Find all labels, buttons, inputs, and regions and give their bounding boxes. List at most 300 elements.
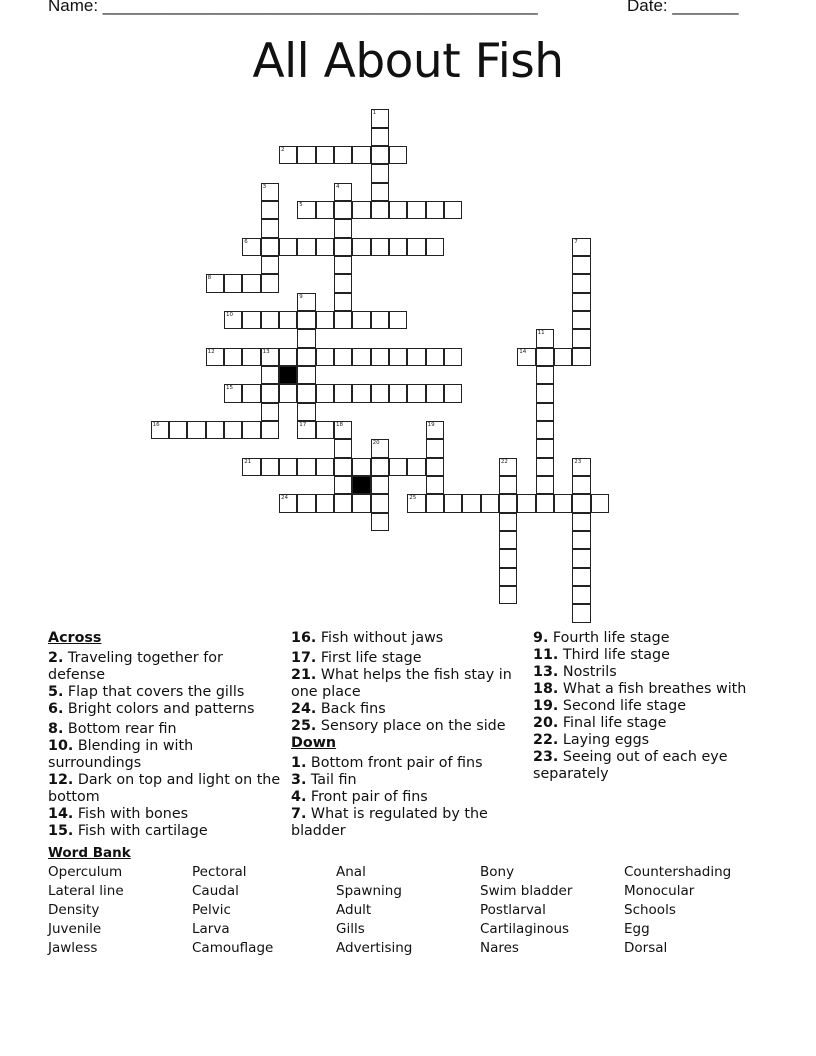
- crossword-cell[interactable]: [352, 201, 370, 219]
- crossword-cell[interactable]: [261, 421, 279, 439]
- crossword-cell[interactable]: [499, 549, 517, 567]
- clue-number: 11.: [533, 647, 559, 663]
- clue-number: 19.: [533, 698, 559, 714]
- crossword-cell[interactable]: [242, 311, 260, 329]
- crossword-cell[interactable]: [444, 494, 462, 512]
- crossword-cell[interactable]: [316, 348, 334, 366]
- clue-down-7: [291, 806, 526, 840]
- crossword-cell[interactable]: [352, 384, 370, 402]
- crossword-cell[interactable]: [572, 476, 590, 494]
- clue-text: Traveling together for defense: [48, 650, 223, 683]
- crossword-cell[interactable]: [536, 439, 554, 457]
- clue-text: Sensory place on the side: [316, 718, 506, 734]
- cell-number: 25: [409, 495, 417, 502]
- crossword-cell[interactable]: [279, 238, 297, 256]
- crossword-cell[interactable]: [316, 238, 334, 256]
- crossword-cell[interactable]: [352, 494, 370, 512]
- crossword-cell[interactable]: [261, 384, 279, 402]
- cell-number: 18: [335, 421, 343, 428]
- date-field-label[interactable]: Date: _______: [627, 0, 739, 15]
- crossword-cell[interactable]: [316, 201, 334, 219]
- clue-across-17: [291, 650, 526, 667]
- crossword-cell[interactable]: [426, 384, 444, 402]
- cell-number: 10: [225, 311, 233, 318]
- clue-text: Dark on top and light on the bottom: [48, 772, 281, 805]
- crossword-cell[interactable]: [352, 238, 370, 256]
- cell-number: 23: [574, 458, 582, 465]
- crossword-cell[interactable]: [499, 531, 517, 549]
- crossword-cell[interactable]: [499, 568, 517, 586]
- crossword-cell[interactable]: [297, 458, 315, 476]
- clue-text: Fish with cartilage: [73, 823, 208, 839]
- crossword-cell[interactable]: [334, 421, 352, 439]
- crossword-cell[interactable]: [371, 238, 389, 256]
- crossword-cell[interactable]: [371, 348, 389, 366]
- crossword-cell[interactable]: [334, 201, 352, 219]
- crossword-cell[interactable]: [352, 146, 370, 164]
- crossword-cell[interactable]: [206, 421, 224, 439]
- crossword-cell[interactable]: [279, 348, 297, 366]
- crossword-cell[interactable]: [261, 201, 279, 219]
- crossword-cell[interactable]: [316, 494, 334, 512]
- word-bank-item: Operculum: [48, 864, 123, 880]
- clues-column-1: [48, 630, 283, 840]
- crossword-cell[interactable]: [297, 238, 315, 256]
- crossword-cell[interactable]: [371, 513, 389, 531]
- crossword-cell[interactable]: [499, 586, 517, 604]
- crossword-cell[interactable]: [554, 494, 572, 512]
- crossword-cell[interactable]: [444, 348, 462, 366]
- crossword-cell[interactable]: [536, 494, 554, 512]
- cell-number: 19: [427, 421, 435, 428]
- crossword-cell[interactable]: [224, 274, 242, 292]
- crossword-cell[interactable]: [261, 274, 279, 292]
- word-bank-heading: Word Bank: [48, 845, 131, 861]
- crossword-cell[interactable]: [572, 586, 590, 604]
- crossword-cell[interactable]: [426, 494, 444, 512]
- cell-number: 22: [500, 458, 508, 465]
- clue-number: 12.: [48, 772, 74, 788]
- word-bank-item: Bony: [480, 864, 515, 880]
- word-bank-item: Spawning: [336, 883, 402, 899]
- word-bank-item: Dorsal: [624, 940, 668, 956]
- crossword-cell[interactable]: [407, 201, 425, 219]
- clue-text: Seeing out of each eye separately: [533, 749, 728, 782]
- clue-down-23: [533, 749, 773, 783]
- crossword-cell[interactable]: [389, 238, 407, 256]
- clue-text: Bottom rear fin: [63, 721, 177, 737]
- clue-text: What a fish breathes with: [558, 681, 747, 697]
- crossword-cell[interactable]: [517, 348, 535, 366]
- crossword-cell[interactable]: [352, 458, 370, 476]
- clues-column-2: [291, 630, 526, 840]
- crossword-cell[interactable]: [279, 494, 297, 512]
- crossword-cell[interactable]: [572, 458, 590, 476]
- cell-number: 20: [372, 440, 380, 447]
- crossword-cell[interactable]: [426, 476, 444, 494]
- word-bank-item: Swim bladder: [480, 883, 573, 899]
- cell-number: 7: [574, 238, 578, 245]
- crossword-cell[interactable]: [261, 311, 279, 329]
- clue-number: 3.: [291, 772, 307, 788]
- clue-number: 14.: [48, 806, 74, 822]
- crossword-cell[interactable]: [297, 494, 315, 512]
- crossword-cell[interactable]: [407, 384, 425, 402]
- clue-across-2: [48, 650, 283, 684]
- word-bank-item: Nares: [480, 940, 519, 956]
- word-bank-item: Pectoral: [192, 864, 247, 880]
- crossword-cell[interactable]: [371, 109, 389, 127]
- clue-number: 10.: [48, 738, 74, 754]
- word-bank-item: Juvenile: [48, 921, 102, 937]
- word-bank-item: Adult: [336, 902, 372, 918]
- word-bank-item: Cartilaginous: [480, 921, 570, 937]
- cell-number: 1: [372, 110, 377, 117]
- cell-number: 13: [262, 348, 270, 355]
- word-bank-item: Gills: [336, 921, 365, 937]
- crossword-cell[interactable]: [297, 366, 315, 384]
- clue-text: Bottom front pair of fins: [306, 755, 483, 771]
- crossword-cell[interactable]: [444, 384, 462, 402]
- crossword-cell[interactable]: [572, 494, 590, 512]
- crossword-cell[interactable]: [224, 421, 242, 439]
- crossword-cell[interactable]: [334, 439, 352, 457]
- clue-across-5: [48, 684, 283, 701]
- crossword-cell[interactable]: [297, 348, 315, 366]
- clue-across-25: [291, 718, 526, 735]
- name-field-label[interactable]: Name: ______________________________________________: [48, 0, 538, 15]
- crossword-cell[interactable]: [536, 384, 554, 402]
- crossword-cell[interactable]: [407, 238, 425, 256]
- crossword-cell[interactable]: [462, 494, 480, 512]
- crossword-cell[interactable]: [499, 494, 517, 512]
- crossword-cell[interactable]: [407, 348, 425, 366]
- crossword-cell[interactable]: [407, 494, 425, 512]
- crossword-cell[interactable]: [297, 384, 315, 402]
- crossword-cell[interactable]: [297, 201, 315, 219]
- crossword-cell[interactable]: [242, 458, 260, 476]
- word-bank-item: Pelvic: [192, 902, 231, 918]
- crossword-cell[interactable]: [426, 348, 444, 366]
- crossword-cell[interactable]: [334, 494, 352, 512]
- clue-down-4: [291, 789, 526, 806]
- clue-down-9: [533, 630, 773, 647]
- crossword-cell[interactable]: [371, 384, 389, 402]
- clue-down-19: [533, 698, 773, 715]
- crossword-cell[interactable]: [389, 201, 407, 219]
- clue-across-24: [291, 701, 526, 718]
- crossword-cell[interactable]: [572, 348, 590, 366]
- crossword-cell[interactable]: [297, 421, 315, 439]
- crossword-cell[interactable]: [261, 348, 279, 366]
- word-bank-item: Egg: [624, 921, 650, 937]
- clue-number: 23.: [533, 749, 559, 765]
- cell-number: 6: [244, 238, 248, 245]
- crossword-cell[interactable]: [499, 513, 517, 531]
- cell-number: 8: [207, 275, 212, 282]
- clue-text: Third life stage: [558, 647, 670, 663]
- clue-number: 15.: [48, 823, 74, 839]
- clue-text: Final life stage: [558, 715, 667, 731]
- crossword-cell[interactable]: [151, 421, 169, 439]
- word-bank-item: Monocular: [624, 883, 695, 899]
- crossword-cell[interactable]: [224, 348, 242, 366]
- crossword-cell[interactable]: [389, 146, 407, 164]
- clue-across-8: [48, 721, 283, 738]
- crossword-cell[interactable]: [371, 494, 389, 512]
- crossword-cell[interactable]: [371, 311, 389, 329]
- word-bank-column-3: [336, 863, 412, 958]
- crossword-cell[interactable]: [242, 274, 260, 292]
- cell-number: 3: [262, 183, 267, 190]
- clue-text: What is regulated by the bladder: [291, 806, 488, 839]
- crossword-cell[interactable]: [334, 256, 352, 274]
- clue-text: Second life stage: [558, 698, 687, 714]
- crossword-cell[interactable]: [572, 311, 590, 329]
- crossword-cell[interactable]: [279, 458, 297, 476]
- crossword-cell[interactable]: [426, 458, 444, 476]
- cell-number: 2: [280, 147, 285, 154]
- crossword-cell[interactable]: [297, 146, 315, 164]
- crossword-cell[interactable]: [444, 201, 462, 219]
- crossword-cell[interactable]: [572, 513, 590, 531]
- clue-number: 8.: [48, 721, 64, 737]
- crossword-cell[interactable]: [572, 256, 590, 274]
- clue-across-6: [48, 701, 283, 718]
- clue-number: 25.: [291, 718, 317, 734]
- crossword-cell[interactable]: [334, 384, 352, 402]
- word-bank-item: Larva: [192, 921, 230, 937]
- crossword-cell[interactable]: [334, 274, 352, 292]
- word-bank-item: Countershading: [624, 864, 732, 880]
- crossword-cell[interactable]: [334, 146, 352, 164]
- cell-number: 5: [299, 202, 303, 208]
- crossword-cell[interactable]: [371, 183, 389, 201]
- clue-number: 16.: [291, 630, 317, 646]
- crossword-cell[interactable]: [572, 604, 590, 622]
- crossword-cell[interactable]: [481, 494, 499, 512]
- word-bank-column-1: [48, 863, 124, 958]
- cell-number: 16: [152, 421, 160, 428]
- crossword-cell[interactable]: [261, 219, 279, 237]
- clue-down-11: [533, 647, 773, 664]
- cell-number: 12: [207, 348, 215, 355]
- clue-text: What helps the fish stay in one place: [291, 667, 512, 700]
- clue-number: 2.: [48, 650, 64, 666]
- word-bank-item: Caudal: [192, 883, 239, 899]
- crossword-cell[interactable]: [572, 549, 590, 567]
- clue-across-14: [48, 806, 283, 823]
- crossword-cell[interactable]: [352, 348, 370, 366]
- cell-number: 17: [299, 421, 307, 428]
- crossword-cell[interactable]: [261, 256, 279, 274]
- clue-across-10: [48, 738, 283, 772]
- crossword-cell[interactable]: [572, 329, 590, 347]
- clue-across-15: [48, 823, 283, 840]
- word-bank-column-2: [192, 863, 273, 958]
- crossword-black-cell: [279, 366, 297, 384]
- word-bank-item: Lateral line: [48, 883, 124, 899]
- clue-text: Front pair of fins: [306, 789, 428, 805]
- crossword-cell[interactable]: [536, 421, 554, 439]
- clue-text: Laying eggs: [558, 732, 650, 748]
- clue-number: 4.: [291, 789, 307, 805]
- crossword-cell[interactable]: [169, 421, 187, 439]
- crossword-cell[interactable]: [572, 274, 590, 292]
- crossword-cell[interactable]: [242, 384, 260, 402]
- crossword-cell[interactable]: [261, 183, 279, 201]
- crossword-cell[interactable]: [316, 146, 334, 164]
- crossword-cell[interactable]: [316, 458, 334, 476]
- crossword-cell[interactable]: [206, 348, 224, 366]
- word-bank-item: Advertising: [336, 940, 413, 956]
- crossword-cell[interactable]: [334, 293, 352, 311]
- clue-text: Fish without jaws: [316, 630, 444, 646]
- clue-text: First life stage: [316, 650, 422, 666]
- clue-down-13: [533, 664, 773, 681]
- crossword-cell[interactable]: [297, 293, 315, 311]
- clue-text: Fish with bones: [73, 806, 189, 822]
- cell-number: 24: [280, 495, 288, 502]
- cell-number: 15: [225, 385, 233, 392]
- crossword-cell[interactable]: [242, 238, 260, 256]
- clue-down-22: [533, 732, 773, 749]
- cell-number: 9: [299, 293, 303, 300]
- clue-down-3: [291, 772, 526, 789]
- crossword-cell[interactable]: [572, 568, 590, 586]
- clue-number: 5.: [48, 684, 64, 700]
- clue-number: 20.: [533, 715, 559, 731]
- word-bank-column-5: [624, 863, 731, 958]
- crossword-cell[interactable]: [536, 366, 554, 384]
- crossword-cell[interactable]: [371, 164, 389, 182]
- crossword-cell[interactable]: [334, 183, 352, 201]
- clue-number: 6.: [48, 701, 64, 717]
- crossword-cell[interactable]: [316, 384, 334, 402]
- down-heading: Down: [291, 735, 337, 751]
- crossword-cell[interactable]: [572, 531, 590, 549]
- crossword-cell[interactable]: [352, 311, 370, 329]
- crossword-cell[interactable]: [297, 403, 315, 421]
- crossword-cell[interactable]: [389, 311, 407, 329]
- crossword-cell[interactable]: [554, 348, 572, 366]
- crossword-cell[interactable]: [316, 311, 334, 329]
- crossword-cell[interactable]: [426, 238, 444, 256]
- word-bank-item: Anal: [336, 864, 366, 880]
- crossword-cell[interactable]: [316, 421, 334, 439]
- crossword-cell[interactable]: [261, 403, 279, 421]
- clue-text: Back fins: [316, 701, 386, 717]
- crossword-cell[interactable]: [426, 421, 444, 439]
- crossword-cell[interactable]: [334, 348, 352, 366]
- crossword-cell[interactable]: [389, 384, 407, 402]
- crossword-cell[interactable]: [572, 293, 590, 311]
- crossword-cell[interactable]: [334, 219, 352, 237]
- clue-text: Nostrils: [558, 664, 617, 680]
- clue-text: Bright colors and patterns: [63, 701, 255, 717]
- clue-text: Tail fin: [306, 772, 357, 788]
- crossword-cell[interactable]: [261, 458, 279, 476]
- crossword-cell[interactable]: [224, 311, 242, 329]
- clue-number: 1.: [291, 755, 307, 771]
- clue-number: 21.: [291, 667, 317, 683]
- crossword-cell[interactable]: [334, 458, 352, 476]
- crossword-cell[interactable]: [591, 494, 609, 512]
- clue-number: 7.: [291, 806, 307, 822]
- crossword-cell[interactable]: [334, 238, 352, 256]
- crossword-cell[interactable]: [499, 476, 517, 494]
- clue-number: 24.: [291, 701, 317, 717]
- clue-number: 18.: [533, 681, 559, 697]
- word-bank-item: Postlarval: [480, 902, 546, 918]
- clue-text: Blending in with surroundings: [48, 738, 194, 771]
- crossword-cell[interactable]: [261, 238, 279, 256]
- clue-text: Fourth life stage: [548, 630, 670, 646]
- crossword-cell[interactable]: [242, 348, 260, 366]
- clue-number: 22.: [533, 732, 559, 748]
- crossword-cell[interactable]: [426, 201, 444, 219]
- crossword-cell[interactable]: [536, 348, 554, 366]
- crossword-cell[interactable]: [371, 146, 389, 164]
- crossword-cell[interactable]: [536, 403, 554, 421]
- crossword-cell[interactable]: [371, 201, 389, 219]
- crossword-cell[interactable]: [389, 348, 407, 366]
- crossword-cell[interactable]: [389, 458, 407, 476]
- clue-number: 13.: [533, 664, 559, 680]
- crossword-cell[interactable]: [371, 128, 389, 146]
- cell-number: 21: [244, 458, 252, 465]
- word-bank-column-4: [480, 863, 572, 958]
- word-bank-item: Jawless: [48, 940, 98, 956]
- clue-across-12: [48, 772, 283, 806]
- clue-number: 17.: [291, 650, 317, 666]
- clue-text: Flap that covers the gills: [63, 684, 245, 700]
- crossword-cell[interactable]: [261, 366, 279, 384]
- crossword-cell[interactable]: [279, 146, 297, 164]
- clue-down-20: [533, 715, 773, 732]
- clues-column-3: [533, 630, 773, 783]
- crossword-cell[interactable]: [224, 384, 242, 402]
- word-bank-item: Camouflage: [192, 940, 274, 956]
- crossword-cell[interactable]: [334, 311, 352, 329]
- clue-number: 9.: [533, 630, 549, 646]
- crossword-cell[interactable]: [371, 458, 389, 476]
- crossword-cell[interactable]: [407, 458, 425, 476]
- across-heading: Across: [48, 630, 102, 646]
- crossword-cell[interactable]: [187, 421, 205, 439]
- word-bank-item: Schools: [624, 902, 676, 918]
- crossword-cell[interactable]: [279, 384, 297, 402]
- crossword-cell[interactable]: [279, 311, 297, 329]
- crossword-cell[interactable]: [536, 329, 554, 347]
- crossword-cell[interactable]: [536, 476, 554, 494]
- clue-across-21: [291, 667, 526, 701]
- crossword-black-cell: [352, 476, 370, 494]
- crossword-cell[interactable]: [371, 439, 389, 457]
- crossword-cell[interactable]: [334, 476, 352, 494]
- clue-down-18: [533, 681, 773, 698]
- crossword-cell[interactable]: [426, 439, 444, 457]
- crossword-cell[interactable]: [242, 421, 260, 439]
- crossword-cell[interactable]: [517, 494, 535, 512]
- crossword-cell[interactable]: [572, 238, 590, 256]
- crossword-cell[interactable]: [206, 274, 224, 292]
- crossword-cell[interactable]: [297, 311, 315, 329]
- crossword-cell[interactable]: [297, 329, 315, 347]
- crossword-cell[interactable]: [536, 458, 554, 476]
- crossword-cell[interactable]: [371, 476, 389, 494]
- crossword-cell[interactable]: [499, 458, 517, 476]
